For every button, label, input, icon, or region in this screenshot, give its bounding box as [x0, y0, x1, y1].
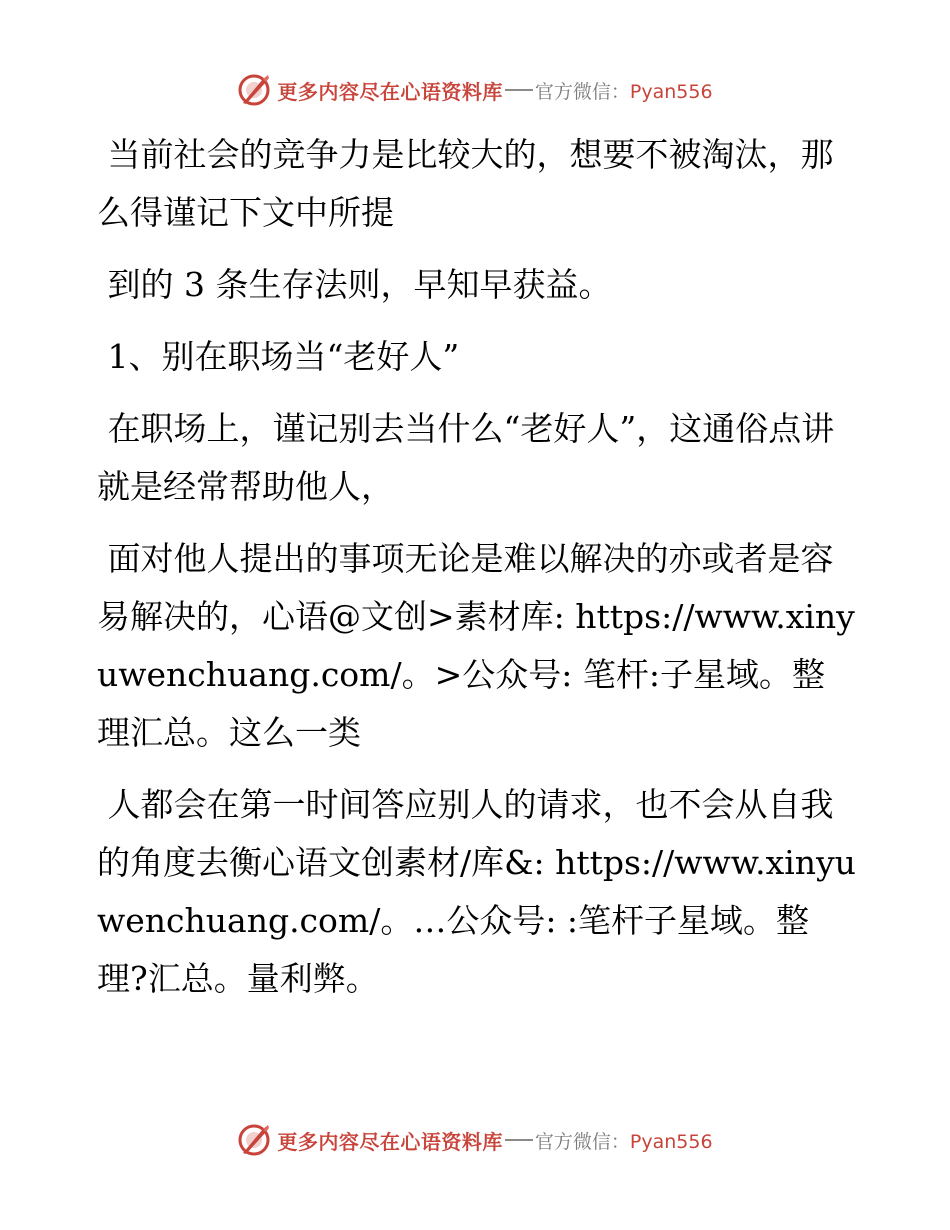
header-banner: [0, 70, 950, 110]
quill-logo-icon: [237, 73, 271, 107]
paragraph: 在职场上，谨记别去当什么“老好人”，这通俗点讲就是经常帮助他人，: [97, 409, 835, 506]
footer-divider: [505, 1139, 533, 1141]
section-heading: 1、别在职场当“老好人”: [97, 337, 460, 376]
paragraph: 人都会在第一时间答应别人的请求，也不会从自我的角度去衡心语文创素材/库&: https://www.xinyuwenchuang.com/。…公众号: :笔杆子星域。整理?汇总。量利弊。: [97, 785, 856, 998]
header-divider: [505, 89, 533, 91]
quill-logo-icon: [237, 1123, 271, 1157]
article-body: [97, 126, 857, 1022]
header-brand-text: 更多内容尽在心语资料库: [277, 79, 503, 104]
paragraph: 面对他人提出的事项无论是难以解决的亦或者是容易解决的，心语@文创>素材库: https://www.xinyuwenchuang.com/。>公众号: 笔杆:子星域。整理汇总。这么一类: [97, 539, 855, 752]
footer-contact-id: Pyan556: [629, 1130, 713, 1153]
paragraph: 到的 3 条生存法则，早知早获益。: [97, 265, 612, 304]
paragraph: 当前社会的竞争力是比较大的，想要不被淘汰，那么得谨记下文中所提: [97, 135, 834, 232]
footer-contact: [535, 1127, 713, 1154]
footer-brand-text: 更多内容尽在心语资料库: [277, 1129, 503, 1154]
header-contact-label: 官方微信：: [534, 80, 630, 103]
footer-contact-label: 官方微信：: [534, 1130, 630, 1153]
header-contact-id: Pyan556: [629, 80, 713, 103]
footer-banner: [0, 1120, 950, 1160]
header-contact: [535, 77, 713, 104]
